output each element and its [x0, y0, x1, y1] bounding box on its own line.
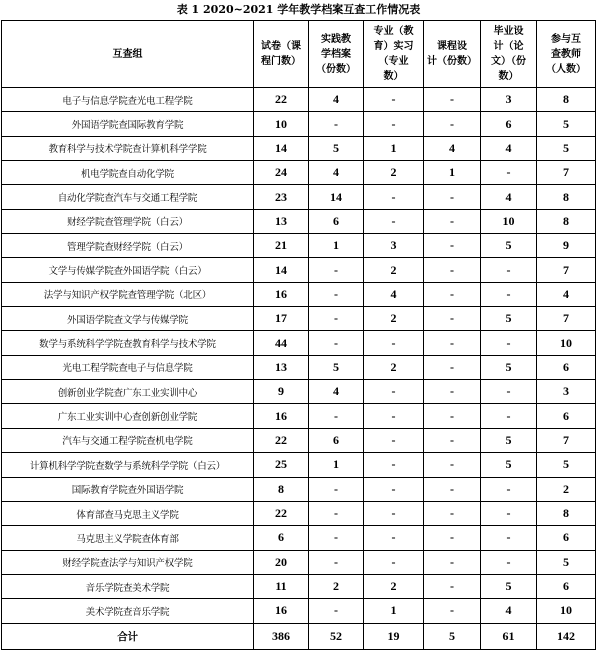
table-body [2, 88, 596, 650]
table-row [2, 550, 596, 574]
teacher-count-cell: 5 [537, 112, 596, 136]
header-line: （专业 [378, 56, 409, 67]
total-row [2, 623, 596, 649]
table-caption: 表 1 2020~2021 学年教学档案互查工作情况表 [176, 3, 421, 16]
practice-count-cell: 5 [309, 355, 364, 379]
thesis-count-cell: 61 [481, 623, 537, 649]
header-practice [309, 21, 364, 88]
course-design-cell: - [424, 380, 481, 404]
group-cell: 外国语学院查文学与传媒学院 [2, 307, 254, 331]
header-line: 专业（教 [373, 26, 414, 37]
exam-count-cell: 21 [254, 234, 309, 258]
practice-count-cell: - [309, 307, 364, 331]
exam-count-cell: 9 [254, 380, 309, 404]
header-line: 查教师 [551, 48, 581, 60]
practice-count-cell: - [309, 282, 364, 306]
thesis-count-cell: 4 [481, 599, 537, 623]
table-row [2, 258, 596, 282]
table-row [2, 234, 596, 258]
group-cell: 文学与传媒学院查外国语学院（白云） [2, 258, 254, 282]
internship-count-cell: - [364, 380, 424, 404]
thesis-count-cell: - [481, 258, 537, 282]
table-row [2, 331, 596, 355]
teacher-count-cell: 9 [537, 234, 596, 258]
practice-count-cell: - [309, 258, 364, 282]
course-design-cell: - [424, 550, 481, 574]
internship-count-cell: - [364, 331, 424, 355]
thesis-count-cell: 5 [481, 453, 537, 477]
teacher-count-cell: 10 [537, 599, 596, 623]
course-design-cell: - [424, 355, 481, 379]
header-line: 实践教 [321, 33, 351, 45]
teacher-count-cell: 7 [537, 161, 596, 185]
practice-count-cell: 5 [309, 136, 364, 160]
thesis-count-cell: - [481, 282, 537, 306]
exam-count-cell: 17 [254, 307, 309, 331]
group-cell: 机电学院查自动化学院 [2, 161, 254, 185]
group-cell: 财经学院查管理学院（白云） [2, 209, 254, 233]
thesis-count-cell: 5 [481, 234, 537, 258]
exam-count-cell: 14 [254, 136, 309, 160]
practice-count-cell: - [309, 477, 364, 501]
course-design-cell: 1 [424, 161, 481, 185]
course-design-cell: - [424, 453, 481, 477]
exam-count-cell: 13 [254, 209, 309, 233]
internship-count-cell: - [364, 185, 424, 209]
header-line: 数） [498, 71, 519, 82]
thesis-count-cell: - [481, 526, 537, 550]
teacher-count-cell: 7 [537, 307, 596, 331]
table-row [2, 404, 596, 428]
thesis-count-cell: 6 [481, 112, 537, 136]
thesis-count-cell: 5 [481, 355, 537, 379]
exam-count-cell: 24 [254, 161, 309, 185]
course-design-cell: - [424, 526, 481, 550]
thesis-count-cell: - [481, 550, 537, 574]
table-row [2, 574, 596, 598]
thesis-count-cell: - [481, 380, 537, 404]
practice-count-cell: - [309, 112, 364, 136]
practice-count-cell: 1 [309, 453, 364, 477]
practice-count-cell: 4 [309, 380, 364, 404]
thesis-count-cell: - [481, 404, 537, 428]
course-design-cell: - [424, 234, 481, 258]
exam-count-cell: 44 [254, 331, 309, 355]
header-line: （份数） [316, 63, 356, 75]
group-cell: 计算机科学学院查数学与系统科学学院（白云） [2, 453, 254, 477]
practice-count-cell: 14 [309, 185, 364, 209]
practice-count-cell: 6 [309, 428, 364, 452]
internship-count-cell: - [364, 526, 424, 550]
group-cell: 管理学院查财经学院（白云） [2, 234, 254, 258]
group-cell: 数学与系统科学学院查教育科学与技术学院 [2, 331, 254, 355]
thesis-count-cell: 3 [481, 88, 537, 112]
table-row [2, 282, 596, 306]
exam-count-cell: 25 [254, 453, 309, 477]
course-design-cell: - [424, 282, 481, 306]
practice-count-cell: - [309, 501, 364, 525]
exam-count-cell: 13 [254, 355, 309, 379]
practice-count-cell: - [309, 526, 364, 550]
table-row [2, 209, 596, 233]
group-cell: 教育科学与技术学院查计算机科学学院 [2, 136, 254, 160]
course-design-cell: 5 [424, 623, 481, 649]
teacher-count-cell: 7 [537, 428, 596, 452]
group-cell: 美术学院查音乐学院 [2, 599, 254, 623]
internship-count-cell: - [364, 477, 424, 501]
course-design-cell: - [424, 88, 481, 112]
practice-count-cell: 6 [309, 209, 364, 233]
exam-count-cell: 8 [254, 477, 309, 501]
group-cell: 汽车与交通工程学院查机电学院 [2, 428, 254, 452]
practice-count-cell: 52 [309, 623, 364, 649]
header-line: 育）实习 [373, 41, 414, 52]
header-line: 互查组 [112, 48, 143, 60]
internship-count-cell: - [364, 501, 424, 525]
teacher-count-cell: 6 [537, 404, 596, 428]
teacher-count-cell: 8 [537, 185, 596, 209]
internship-count-cell: 19 [364, 623, 424, 649]
practice-count-cell: 1 [309, 234, 364, 258]
practice-count-cell: 2 [309, 574, 364, 598]
teacher-count-cell: 7 [537, 258, 596, 282]
course-design-cell: - [424, 209, 481, 233]
group-cell: 创新创业学院查广东工业实训中心 [2, 380, 254, 404]
header-intern [364, 21, 424, 88]
teacher-count-cell: 8 [537, 501, 596, 525]
teacher-count-cell: 6 [537, 574, 596, 598]
teacher-count-cell: 4 [537, 282, 596, 306]
thesis-count-cell: 5 [481, 307, 537, 331]
header-line: 数） [383, 71, 404, 82]
exam-count-cell: 16 [254, 404, 309, 428]
header-teachers [537, 21, 596, 88]
table-row [2, 185, 596, 209]
table-row [2, 599, 596, 623]
group-cell: 体育部查马克思主义学院 [2, 501, 254, 525]
exam-count-cell: 20 [254, 550, 309, 574]
thesis-count-cell: - [481, 501, 537, 525]
teacher-count-cell: 6 [537, 355, 596, 379]
exam-count-cell: 22 [254, 88, 309, 112]
group-cell: 国际教育学院查外国语学院 [2, 477, 254, 501]
header-row [2, 21, 596, 88]
header-group [2, 21, 254, 88]
table-row [2, 88, 596, 112]
practice-count-cell: - [309, 550, 364, 574]
group-cell: 外国语学院查国际教育学院 [2, 112, 254, 136]
internship-count-cell: 1 [364, 136, 424, 160]
table-row [2, 501, 596, 525]
teacher-count-cell: 2 [537, 477, 596, 501]
teacher-count-cell: 3 [537, 380, 596, 404]
thesis-count-cell: - [481, 161, 537, 185]
header-exam [254, 21, 309, 88]
header-thesis [481, 21, 537, 88]
header-line: 课程设 [437, 41, 467, 52]
header-line: 计（份数） [427, 56, 477, 67]
teacher-count-cell: 10 [537, 331, 596, 355]
thesis-count-cell: 5 [481, 574, 537, 598]
internship-count-cell: - [364, 550, 424, 574]
exam-count-cell: 22 [254, 501, 309, 525]
teacher-count-cell: 6 [537, 526, 596, 550]
thesis-count-cell: - [481, 331, 537, 355]
internship-count-cell: - [364, 112, 424, 136]
internship-count-cell: - [364, 428, 424, 452]
internship-count-cell: 3 [364, 234, 424, 258]
teacher-count-cell: 5 [537, 550, 596, 574]
header-line: 毕业设 [493, 26, 524, 37]
table-row [2, 380, 596, 404]
internship-count-cell: 4 [364, 282, 424, 306]
course-design-cell: - [424, 599, 481, 623]
course-design-cell: - [424, 501, 481, 525]
group-cell: 自动化学院查汽车与交通工程学院 [2, 185, 254, 209]
thesis-count-cell: 10 [481, 209, 537, 233]
course-design-cell: - [424, 307, 481, 331]
thesis-count-cell: 5 [481, 428, 537, 452]
group-cell: 音乐学院查美术学院 [2, 574, 254, 598]
course-design-cell: - [424, 185, 481, 209]
practice-count-cell: - [309, 404, 364, 428]
practice-count-cell: - [309, 599, 364, 623]
teacher-count-cell: 5 [537, 453, 596, 477]
exam-count-cell: 22 [254, 428, 309, 452]
internship-count-cell: 2 [364, 574, 424, 598]
teacher-count-cell: 8 [537, 209, 596, 233]
exam-count-cell: 16 [254, 599, 309, 623]
exam-count-cell: 386 [254, 623, 309, 649]
table-row [2, 526, 596, 550]
group-cell: 马克思主义学院查体育部 [2, 526, 254, 550]
practice-count-cell: 4 [309, 161, 364, 185]
group-cell: 法学与知识产权学院查管理学院（北区） [2, 282, 254, 306]
header-line: （人数） [546, 63, 586, 75]
header-line: 文）（份 [491, 56, 526, 67]
table-row [2, 307, 596, 331]
course-design-cell: - [424, 574, 481, 598]
teacher-count-cell: 142 [537, 623, 596, 649]
header-line: 参与互 [551, 33, 581, 45]
header-line: 程门数） [261, 56, 301, 67]
table-row [2, 428, 596, 452]
table-row [2, 112, 596, 136]
table-row [2, 477, 596, 501]
course-design-cell: - [424, 477, 481, 501]
teacher-count-cell: 5 [537, 136, 596, 160]
internship-count-cell: - [364, 209, 424, 233]
header-line: 学档案 [321, 48, 351, 60]
header-design [424, 21, 481, 88]
teacher-count-cell: 8 [537, 88, 596, 112]
table-row [2, 161, 596, 185]
internship-count-cell: 2 [364, 307, 424, 331]
exam-count-cell: 6 [254, 526, 309, 550]
internship-count-cell: - [364, 404, 424, 428]
course-design-cell: - [424, 258, 481, 282]
course-design-cell: - [424, 428, 481, 452]
course-design-cell: 4 [424, 136, 481, 160]
course-design-cell: - [424, 112, 481, 136]
thesis-count-cell: - [481, 477, 537, 501]
group-cell: 财经学院查法学与知识产权学院 [2, 550, 254, 574]
header-line: 试卷（课 [261, 41, 301, 52]
internship-count-cell: 2 [364, 258, 424, 282]
header-line: 计（论 [493, 41, 524, 52]
exam-count-cell: 10 [254, 112, 309, 136]
thesis-count-cell: 4 [481, 136, 537, 160]
table-row [2, 355, 596, 379]
exam-count-cell: 11 [254, 574, 309, 598]
internship-count-cell: - [364, 453, 424, 477]
internship-count-cell: 2 [364, 161, 424, 185]
group-cell: 广东工业实训中心查创新创业学院 [2, 404, 254, 428]
group-cell: 光电工程学院查电子与信息学院 [2, 355, 254, 379]
exam-count-cell: 14 [254, 258, 309, 282]
course-design-cell: - [424, 331, 481, 355]
exam-count-cell: 23 [254, 185, 309, 209]
group-cell: 电子与信息学院查光电工程学院 [2, 88, 254, 112]
internship-count-cell: 2 [364, 355, 424, 379]
practice-count-cell: - [309, 331, 364, 355]
table-row [2, 453, 596, 477]
group-cell: 合计 [2, 623, 254, 649]
table-row [2, 136, 596, 160]
thesis-count-cell: 4 [481, 185, 537, 209]
practice-count-cell: 4 [309, 88, 364, 112]
internship-count-cell: - [364, 88, 424, 112]
course-design-cell: - [424, 404, 481, 428]
exam-count-cell: 16 [254, 282, 309, 306]
internship-count-cell: 1 [364, 599, 424, 623]
inspection-table [1, 20, 596, 650]
